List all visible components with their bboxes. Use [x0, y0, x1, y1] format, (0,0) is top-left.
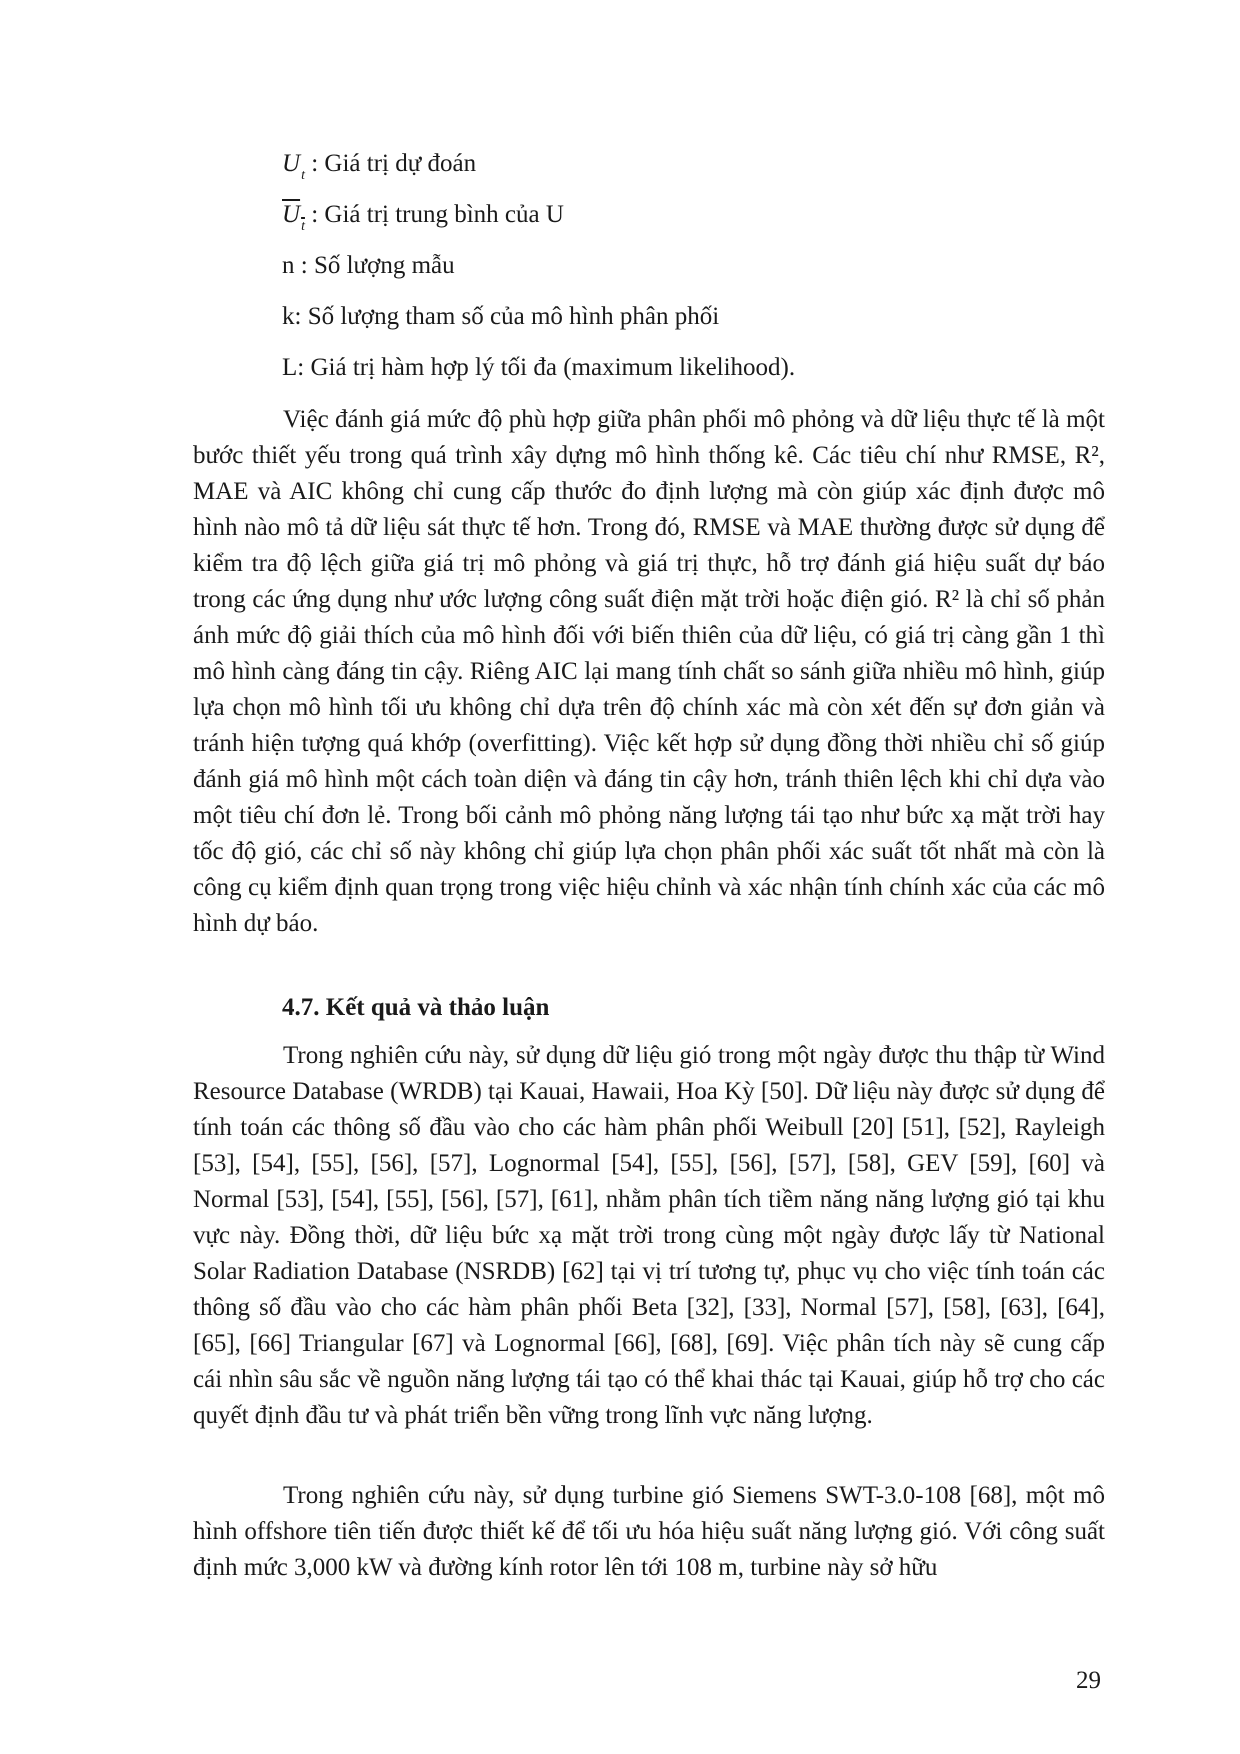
var-u-t: $U_t$	[282, 150, 305, 183]
variable-definitions	[282, 148, 1082, 403]
page-number: 29	[1076, 1667, 1101, 1694]
paragraph-data-sources: Trong nghiên cứu này, sử dụng dữ liệu gió trong một ngày được thu thập từ Wind Resource Database (WRDB) tại Kauai, Hawaii, Hoa Kỳ [50]. Dữ liệu này được sử dụng để tính toán các thông số đầu vào cho các hàm phân phối Weibull [20] [51], [52], Rayleigh [53], [54], [55], [56], [57], Lognormal [54], [55], [56], [57], [58], GEV [59], [60] và Normal [53], [54], [55], [56], [57], [61], nhằm phân tích tiềm năng năng lượng gió tại khu vực này. Đồng thời, dữ liệu bức xạ mặt trời trong cùng một ngày được lấy từ National Solar Radiation Database (NSRDB) [62] tại vị trí tương tự, phục vụ cho việc tính toán các thông số đầu vào cho các hàm phân phối Beta [32], [33], Normal [57], [58], [63], [64], [65], [66] Triangular [67] và Lognormal [66], [68], [69]. Việc phân tích này sẽ cung cấp cái nhìn sâu sắc về nguồn năng lượng tái tạo có thể khai thác tại Kauai, giúp hỗ trợ cho các quyết định đầu tư và phát triển bền vững trong lĩnh vực năng lượng.	[193, 1042, 1105, 1429]
definition-l: L: Giá trị hàm hợp lý tối đa (maximum likelihood).	[282, 354, 796, 381]
paragraph-turbine: Trong nghiên cứu này, sử dụng turbine gió Siemens SWT-3.0-108 [68], một mô hình offshore tiên tiến được thiết kế để tối ưu hóa hiệu suất năng lượng gió. Với công suất định mức 3,000 kW và đường kính rotor lên tới 108 m, turbine này sở hữu	[193, 1482, 1105, 1581]
var-u-t-mean: $U_t$	[282, 201, 305, 234]
definition-ut-mean: $U_t$ : Giá trị trung bình của U	[282, 199, 1082, 230]
definition-n: n : Số lượng mẫu	[282, 252, 455, 279]
paragraph-metrics: Việc đánh giá mức độ phù hợp giữa phân phối mô phỏng và dữ liệu thực tế là một bước thiết yếu trong quá trình xây dựng mô hình thống kê. Các tiêu chí như RMSE, R², MAE và AIC không chỉ cung cấp thước đo định lượng mà còn giúp xác định được mô hình nào mô tả dữ liệu sát thực tế hơn. Trong đó, RMSE và MAE thường được sử dụng để kiểm tra độ lệch giữa giá trị mô phỏng và giá trị thực, hỗ trợ đánh giá hiệu suất dự báo trong các ứng dụng như ước lượng công suất điện mặt trời hoặc điện gió. R² là chỉ số phản ánh mức độ giải thích của mô hình đối với biến thiên của dữ liệu, có giá trị càng gần 1 thì mô hình càng đáng tin cậy. Riêng AIC lại mang tính chất so sánh giữa nhiều mô hình, giúp lựa chọn mô hình tối ưu không chỉ dựa trên độ chính xác mà còn xét đến sự đơn giản và tránh hiện tượng quá khớp (overfitting). Việc kết hợp sử dụng đồng thời nhiều chỉ số giúp đánh giá mô hình một cách toàn diện và đáng tin cậy hơn, tránh thiên lệch khi chỉ dựa vào một tiêu chí đơn lẻ. Trong bối cảnh mô phỏng năng lượng tái tạo như bức xạ mặt trời hay tốc độ gió, các chỉ số này không chỉ giúp lựa chọn phân phối xác suất tốt nhất mà còn là công cụ kiểm định quan trọng trong việc hiệu chỉnh và xác nhận tính chính xác của các mô hình dự báo.	[193, 406, 1105, 937]
definition-k: k: Số lượng tham số của mô hình phân phối	[282, 303, 720, 330]
definition-ut: $U_t$ : Giá trị dự đoán	[282, 148, 1082, 179]
section-heading: 4.7. Kết quả và thảo luận	[282, 994, 550, 1021]
